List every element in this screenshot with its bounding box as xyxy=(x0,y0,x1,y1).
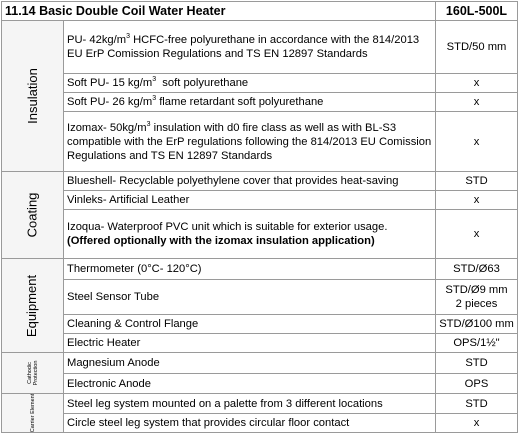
row-desc xyxy=(63,393,436,414)
row-value-text: x xyxy=(473,135,480,148)
row-value-text: STD/Ø9 mm xyxy=(445,284,508,296)
group-equipment-label: Equipment xyxy=(24,274,40,337)
group-carrier-label: Carrier Element xyxy=(29,393,36,433)
row-value xyxy=(435,352,518,374)
row-value-text: STD/Ø100 mm xyxy=(439,318,514,330)
row-desc-text: Blueshell- Recyclable polyethylene cover that provides heat-saving xyxy=(67,175,399,187)
group-equipment xyxy=(1,258,64,353)
row-value-text: OPS/1½" xyxy=(453,337,500,349)
row-value xyxy=(435,190,518,210)
row-desc xyxy=(63,314,436,334)
row-desc xyxy=(63,190,436,210)
row-value xyxy=(435,279,518,315)
row-value-text: x xyxy=(473,96,480,108)
row-value xyxy=(435,314,518,334)
range-text: 160L-500L xyxy=(445,4,508,18)
row-value xyxy=(435,111,518,172)
row-value-text: STD/50 mm xyxy=(446,41,507,53)
row-desc-text: Magnesium Anode xyxy=(67,357,160,369)
row-desc-text xyxy=(67,95,323,109)
group-carrier xyxy=(1,393,64,433)
row-desc xyxy=(63,92,436,112)
row-desc xyxy=(63,73,436,93)
row-value-text: STD xyxy=(465,175,488,187)
desc-part: Izomax- 50kg/m xyxy=(67,121,147,134)
row-desc-text: Thermometer (0°C- 120°C) xyxy=(67,263,202,275)
row-desc xyxy=(63,20,436,74)
row-desc xyxy=(63,209,436,259)
group-insulation xyxy=(1,20,64,172)
group-cathodic-label: Cathodic Protection xyxy=(26,360,39,386)
row-desc xyxy=(63,171,436,191)
row-desc xyxy=(63,373,436,394)
row-desc xyxy=(63,258,436,280)
row-desc-text: Circle steel leg system that provides circular floor contact xyxy=(67,417,350,429)
row-value xyxy=(435,20,518,74)
row-desc-text xyxy=(67,121,432,163)
row-desc-text xyxy=(67,220,387,248)
row-value xyxy=(435,209,518,259)
row-value xyxy=(435,393,518,414)
row-value-text: STD xyxy=(465,397,488,410)
spec-table xyxy=(1,1,518,433)
desc-part: Soft PU- 26 kg/m xyxy=(67,96,153,108)
desc-part: HCFC-free polyurethane in accordance with the 814/2013 EU ErP Comission Regulations and TS EN 12897 Standards xyxy=(67,34,420,60)
group-insulation-label: Insulation xyxy=(24,68,40,124)
row-value-text: STD xyxy=(465,357,488,369)
capacity-range xyxy=(435,1,518,21)
title-text: 11.14 Basic Double Coil Water Heater xyxy=(5,4,226,18)
group-cathodic xyxy=(1,352,64,394)
row-desc-text xyxy=(67,33,432,61)
row-desc-text: Vinleks- Artificial Leather xyxy=(67,194,190,206)
row-desc xyxy=(63,413,436,433)
row-value xyxy=(435,92,518,112)
row-desc xyxy=(63,279,436,315)
desc-part: flame retardant soft polyurethane xyxy=(156,96,324,108)
row-value-text-2: 2 pieces xyxy=(455,298,498,310)
group-coating xyxy=(1,171,64,259)
row-desc xyxy=(63,352,436,374)
row-value xyxy=(435,333,518,353)
desc-bold-note: (Offered optionally with the izomax insulation application) xyxy=(67,235,375,247)
row-value-text: x xyxy=(473,417,480,429)
row-value xyxy=(435,413,518,433)
row-desc-text: Steel Sensor Tube xyxy=(67,291,160,303)
row-value-text: x xyxy=(473,194,480,206)
desc-part: insulation with d0 fire class as well as with BL-S3 compatible with the ErP regulations following the 814/2013 EU Comission Regulations and TS EN 12897 Standards xyxy=(67,121,432,162)
row-desc-text xyxy=(67,76,248,90)
superscript: 3 xyxy=(146,120,151,128)
desc-part: soft polyurethane xyxy=(156,77,249,89)
row-value-text: x xyxy=(473,228,480,240)
row-desc-text: Electronic Anode xyxy=(67,377,151,390)
row-desc-text: Cleaning & Control Flange xyxy=(67,318,199,330)
superscript: 3 xyxy=(126,33,130,40)
row-desc-text: Electric Heater xyxy=(67,337,141,349)
table-title xyxy=(1,1,436,21)
superscript: 3 xyxy=(152,95,157,102)
desc-part: Izoqua- Waterproof PVC unit which is suitable for exterior usage. xyxy=(67,221,388,233)
row-value xyxy=(435,171,518,191)
row-value-text: STD/Ø63 xyxy=(453,263,500,275)
desc-part: PU- 42kg/m xyxy=(67,34,127,46)
row-value-text: x xyxy=(473,77,480,89)
row-desc xyxy=(63,333,436,353)
group-coating-label: Coating xyxy=(24,192,40,238)
row-value-text: OPS xyxy=(464,377,489,390)
desc-part: Soft PU- 15 kg/m xyxy=(67,77,153,89)
row-value xyxy=(435,373,518,394)
row-desc xyxy=(63,111,436,172)
superscript: 3 xyxy=(152,76,157,83)
row-desc-text: Steel leg system mounted on a palette from 3 different locations xyxy=(67,397,383,410)
row-value xyxy=(435,258,518,280)
row-value xyxy=(435,73,518,93)
